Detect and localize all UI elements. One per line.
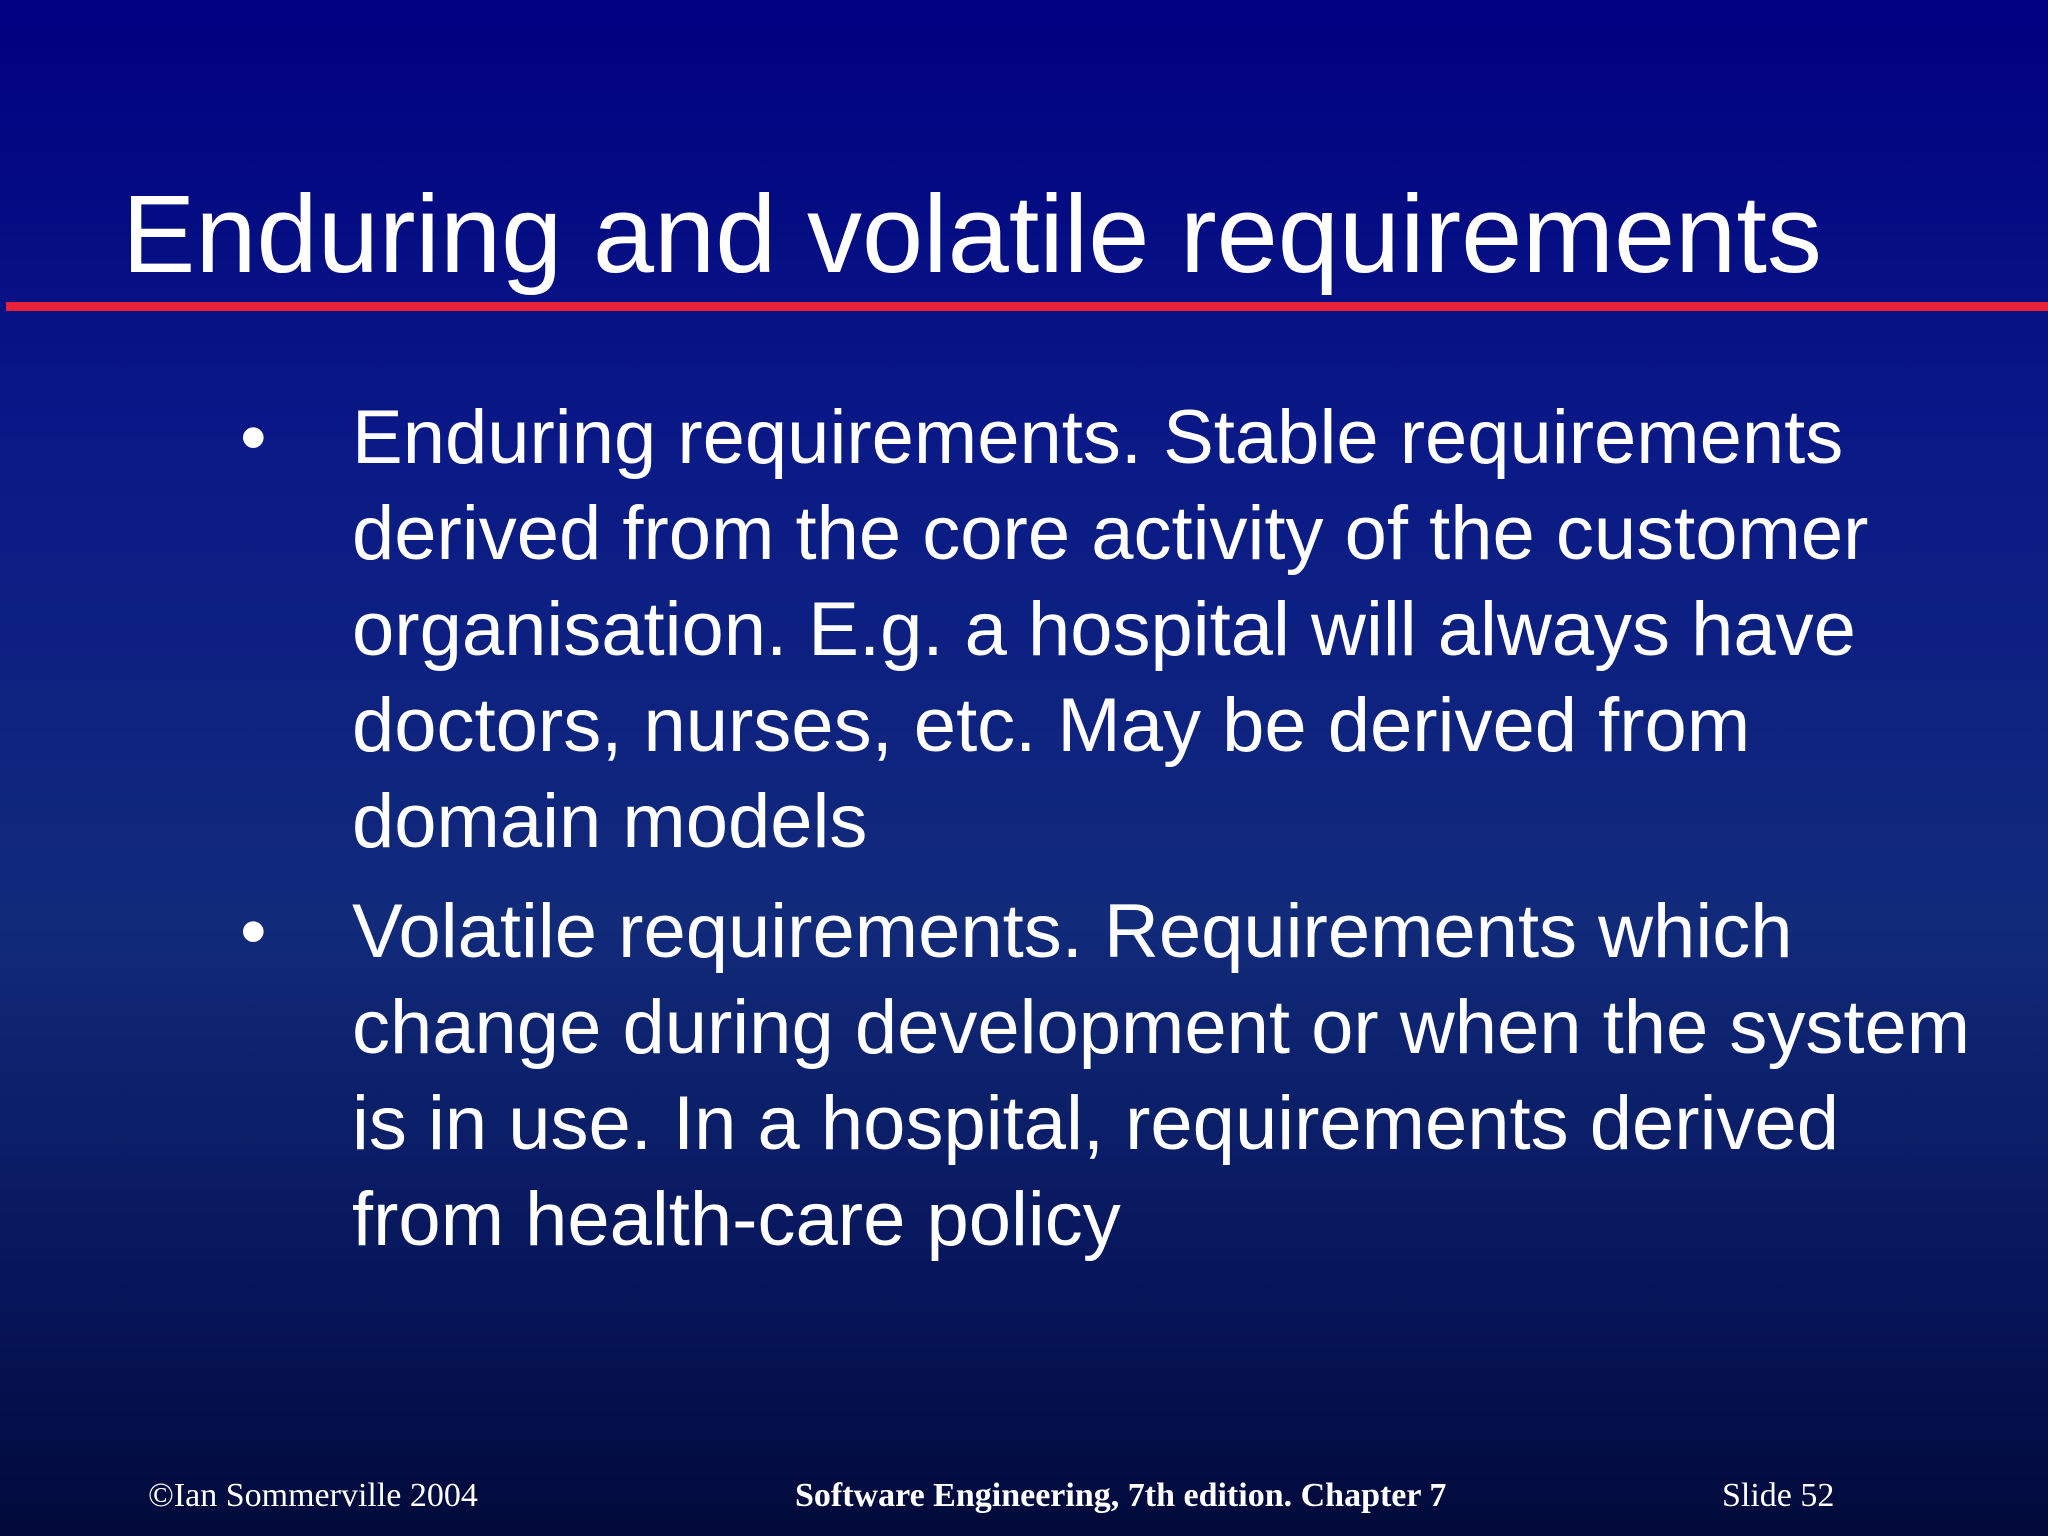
title-divider bbox=[6, 302, 2048, 311]
bullet-list bbox=[0, 390, 2048, 1282]
bullet-icon: • bbox=[240, 395, 267, 480]
footer-copyright: ©Ian Sommerville 2004 bbox=[148, 1477, 478, 1514]
slide-title: Enduring and volatile requirements bbox=[122, 173, 1822, 296]
bullet-text: Volatile requirements. Requirements which change during development or when the system is in use. In a hospital, requirements derived from health-care policy bbox=[352, 889, 1971, 1262]
bullet-item-volatile bbox=[0, 884, 1972, 1268]
footer-slide-number: Slide 52 bbox=[1722, 1477, 1835, 1514]
bullet-item-enduring bbox=[0, 390, 1972, 870]
footer-book-title: Software Engineering, 7th edition. Chapter 7 bbox=[795, 1477, 1447, 1514]
bullet-icon: • bbox=[240, 889, 267, 974]
bullet-text: Enduring requirements. Stable requirements derived from the core activity of the customer organisation. E.g. a hospital will always have doctors, nurses, etc. May be derived from domain models bbox=[352, 395, 1869, 864]
